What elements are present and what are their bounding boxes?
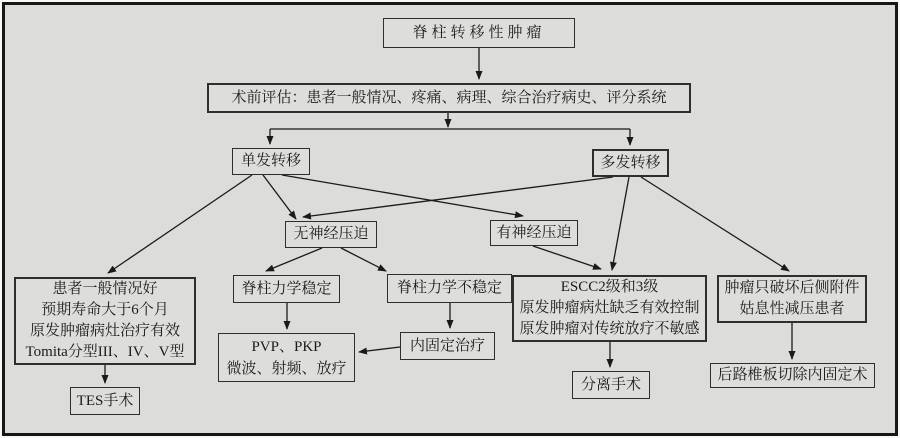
node-label: 无神经压迫 [293, 226, 369, 243]
node-label: 脊柱力学不稳定 [396, 280, 502, 297]
node-label: TES手术 [76, 392, 134, 409]
node-line: 微波、射频、放疗 [226, 360, 347, 377]
edge-multiple-to-escc [612, 177, 629, 270]
node-line: PVP、PKP [251, 338, 322, 355]
node-line: 预期寿命大于6个月 [41, 302, 169, 318]
node-line: 原发肿瘤病灶缺乏有效控制 [519, 300, 700, 316]
node-nerve-compression [490, 220, 578, 246]
node-line: Tomita分型III、IV、V型 [25, 344, 185, 360]
node-label: 多发转移 [600, 154, 661, 171]
node-label: 术前评估：患者一般情况、疼痛、病理、综合治疗病史、评分系统 [231, 89, 667, 106]
edge-multiple-to-no-compression [303, 177, 613, 217]
node-line: 肿瘤只破坏后侧附件 [724, 280, 860, 296]
edge-single-to-tes-criteria [108, 175, 252, 273]
node-line: 姑息性减压患者 [739, 301, 845, 317]
node-no-nerve-compression [285, 221, 377, 248]
node-label: 后路椎板切除内固定术 [717, 367, 868, 384]
node-line: 患者一般情况好 [52, 281, 158, 297]
node-line: 原发肿瘤病灶治疗有效 [29, 323, 180, 339]
node-tes-criteria [14, 277, 196, 365]
edge-no-compression-to-unstable [341, 248, 386, 271]
node-tes-surgery [70, 387, 140, 415]
node-spinal-metastatic-tumor [383, 18, 575, 48]
node-pvp-pkp-treatments [218, 333, 355, 382]
node-separation-surgery [572, 371, 650, 399]
node-spine-mechanically-stable [233, 275, 340, 303]
node-posterior-laminectomy-fixation [710, 363, 875, 388]
node-label: 有神经压迫 [496, 224, 572, 241]
edge-single-to-no-compression [263, 175, 296, 219]
node-label: 单发转移 [240, 153, 301, 170]
node-escc-criteria [512, 275, 707, 342]
edge-compression-to-escc [533, 246, 601, 269]
node-label: 脊柱力学稳定 [241, 280, 332, 297]
node-multiple-metastasis [592, 149, 669, 177]
node-internal-fixation [400, 332, 495, 360]
node-posterior-criteria [717, 275, 867, 323]
edge-multiple-to-posterior [641, 177, 789, 271]
node-label: 分离手术 [580, 376, 641, 393]
edge-fixation-to-pvp [359, 347, 400, 352]
node-label: 脊柱转移性肿瘤 [412, 24, 546, 41]
node-spine-mechanically-unstable [387, 274, 512, 303]
edge-no-compression-to-stable [266, 248, 322, 271]
node-single-metastasis [232, 148, 310, 175]
node-label: 内固定治疗 [409, 337, 485, 354]
edge-single-to-compression [282, 175, 523, 216]
node-line: 原发肿瘤对传统放疗不敏感 [519, 321, 700, 337]
node-preoperative-evaluation [207, 83, 691, 113]
node-line: ESCC2级和3级 [560, 279, 659, 295]
